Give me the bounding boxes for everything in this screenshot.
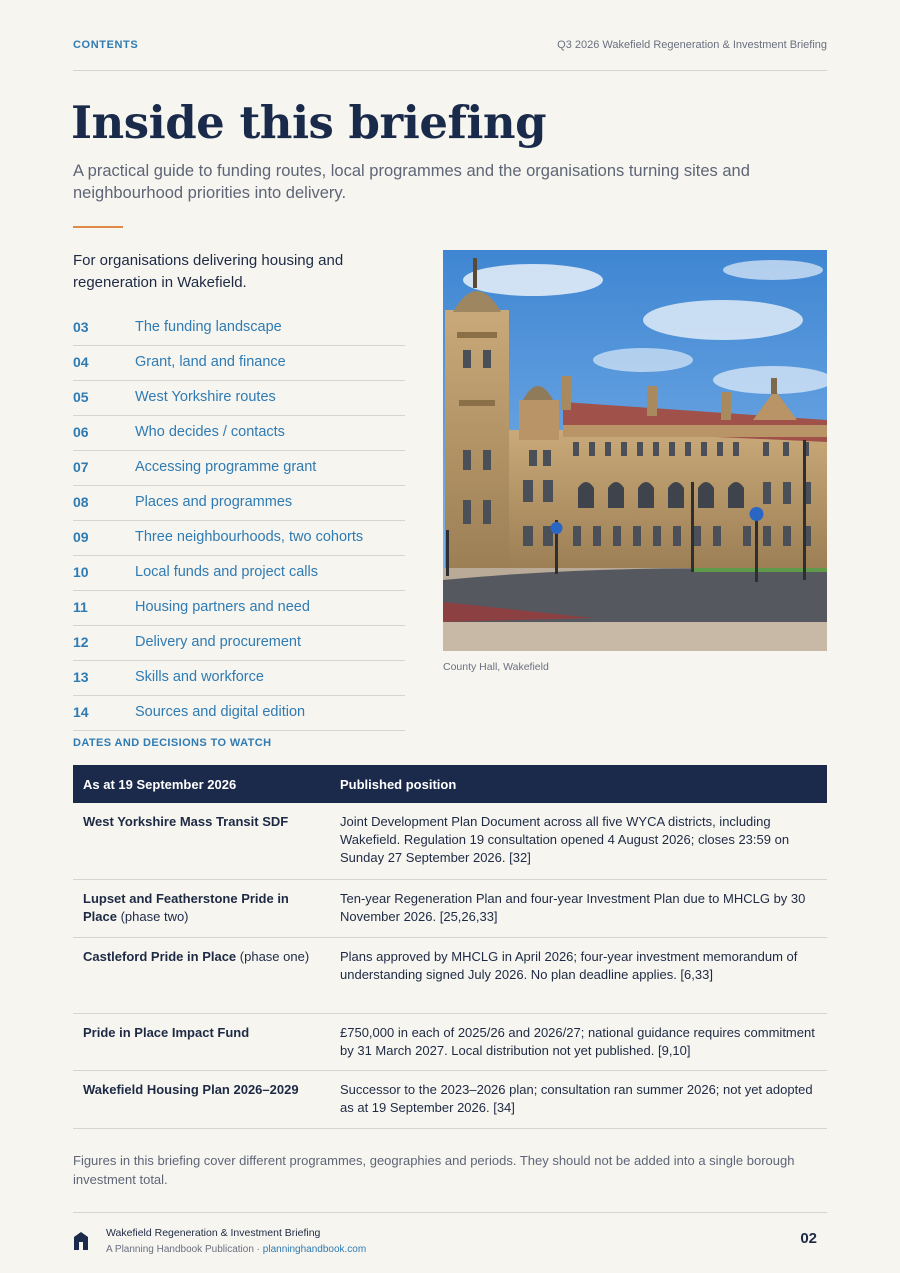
column-header-as-at: As at 19 September 2026 bbox=[83, 777, 237, 792]
footer-subline: A Planning Handbook Publication · planninghandbook.com bbox=[106, 1244, 367, 1255]
contents-item[interactable] bbox=[73, 591, 405, 626]
row-position: Joint Development Plan Document across all five WYCA districts, including Wakefield. Regulation 19 consultation opened 4 August 2026; closes 23:59 on Sunday 27 September 2026. [32] bbox=[340, 814, 790, 865]
table-row bbox=[73, 938, 827, 1014]
page-title: Inside this briefing bbox=[71, 96, 547, 149]
contents-link[interactable]: Sources and digital edition bbox=[135, 704, 306, 720]
contents-link[interactable]: Accessing programme grant bbox=[135, 459, 317, 475]
contents-page-number: 07 bbox=[73, 459, 89, 475]
watch-table bbox=[73, 765, 827, 1129]
contents-link[interactable]: Delivery and procurement bbox=[135, 634, 302, 650]
row-position: Successor to the 2023–2026 plan; consultation ran summer 2026; not yet adopted as at 19 September 2026. [34] bbox=[340, 1082, 813, 1115]
top-divider bbox=[73, 70, 827, 71]
top-bar bbox=[73, 39, 827, 55]
contents-item[interactable] bbox=[73, 416, 405, 451]
footnote: Figures in this briefing cover different programmes, geographies and periods. They should not be added into a single borough investment total. bbox=[73, 1153, 795, 1187]
table-row bbox=[73, 1071, 827, 1129]
contents-page-number: 08 bbox=[73, 494, 89, 510]
contents-item[interactable] bbox=[73, 696, 405, 731]
contents-link[interactable]: West Yorkshire routes bbox=[135, 389, 276, 405]
bottom-divider bbox=[73, 1212, 827, 1213]
county-hall-photo bbox=[443, 250, 827, 651]
page-number: 02 bbox=[800, 1230, 817, 1247]
watch-section-label: DATES AND DECISIONS TO WATCH bbox=[73, 737, 272, 749]
house-logo-icon bbox=[73, 1231, 89, 1251]
contents-item[interactable] bbox=[73, 661, 405, 696]
table-row bbox=[73, 1014, 827, 1071]
contents-item[interactable] bbox=[73, 521, 405, 556]
contents-page-number: 14 bbox=[73, 704, 89, 720]
issue-title: Q3 2026 Wakefield Regeneration & Investment Briefing bbox=[557, 39, 827, 51]
contents-page-number: 11 bbox=[73, 599, 88, 615]
contents-link[interactable]: Housing partners and need bbox=[135, 599, 310, 615]
contents-page-number: 10 bbox=[73, 564, 89, 580]
contents-page-number: 05 bbox=[73, 389, 89, 405]
row-name: Wakefield Housing Plan 2026–2029 bbox=[83, 1082, 299, 1097]
row-position: Plans approved by MHCLG in April 2026; four-year investment memorandum of understanding signed July 2026. No plan deadline applies. [6,33] bbox=[340, 949, 798, 982]
contents-link[interactable]: Who decides / contacts bbox=[135, 424, 285, 440]
column-header-position: Published position bbox=[340, 777, 457, 792]
contents-page-number: 06 bbox=[73, 424, 89, 440]
section-label: CONTENTS bbox=[73, 39, 139, 51]
row-name: West Yorkshire Mass Transit SDF bbox=[83, 814, 289, 829]
contents-item[interactable] bbox=[73, 311, 405, 346]
contents-item[interactable] bbox=[73, 486, 405, 521]
contents-link[interactable]: Places and programmes bbox=[135, 494, 293, 510]
contents-page-number: 04 bbox=[73, 354, 89, 370]
contents-link[interactable]: Three neighbourhoods, two cohorts bbox=[135, 529, 364, 545]
contents-item[interactable] bbox=[73, 346, 405, 381]
contents-link[interactable]: Grant, land and finance bbox=[135, 354, 286, 370]
contents-item[interactable] bbox=[73, 556, 405, 591]
contents-item[interactable] bbox=[73, 626, 405, 661]
row-name: Castleford Pride in Place (phase one) bbox=[83, 949, 310, 964]
contents-list bbox=[73, 311, 405, 731]
contents-link[interactable]: The funding landscape bbox=[135, 319, 282, 335]
contents-item[interactable] bbox=[73, 451, 405, 486]
contents-page-number: 09 bbox=[73, 529, 89, 545]
row-name: Pride in Place Impact Fund bbox=[83, 1025, 250, 1040]
table-row bbox=[73, 803, 827, 880]
accent-rule bbox=[73, 226, 123, 228]
contents-link[interactable]: Local funds and project calls bbox=[135, 564, 318, 580]
row-position: £750,000 in each of 2025/26 and 2026/27; national guidance requires commitment by 31 March 2027. Local distribution not yet published. [9,10] bbox=[340, 1025, 815, 1058]
contents-page-number: 12 bbox=[73, 634, 89, 650]
contents-page-number: 13 bbox=[73, 669, 89, 685]
lede: A practical guide to funding routes, local programmes and the organisations turning sites and neighbourhood priorities into delivery. bbox=[73, 162, 750, 202]
row-name: Lupset and Featherstone Pride in Place (phase two) bbox=[83, 891, 289, 924]
website-link[interactable]: planninghandbook.com bbox=[262, 1244, 367, 1255]
photo-caption: County Hall, Wakefield bbox=[443, 661, 549, 673]
row-position: Ten-year Regeneration Plan and four-year Investment Plan due to MHCLG by 30 November 2026. [25,26,33] bbox=[340, 891, 806, 924]
contents-page-number: 03 bbox=[73, 319, 89, 335]
table-header bbox=[73, 765, 827, 803]
county-hall-illustration bbox=[443, 250, 827, 651]
intro-text: For organisations delivering housing and regeneration in Wakefield. bbox=[73, 252, 344, 291]
contents-item[interactable] bbox=[73, 381, 405, 416]
page bbox=[73, 0, 827, 1273]
contents-link[interactable]: Skills and workforce bbox=[135, 669, 264, 685]
footer-publication: Wakefield Regeneration & Investment Briefing bbox=[106, 1227, 321, 1239]
table-row bbox=[73, 880, 827, 938]
